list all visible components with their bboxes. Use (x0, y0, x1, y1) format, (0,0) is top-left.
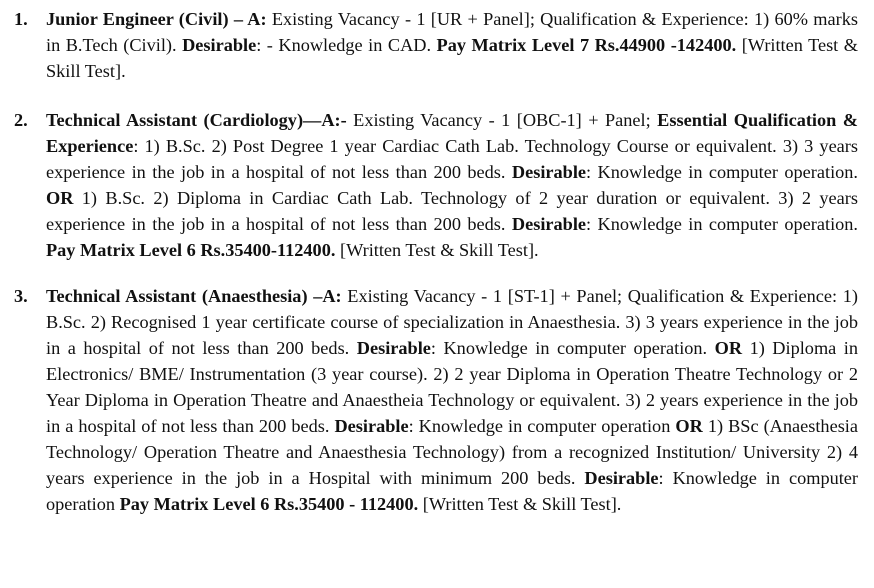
or-label: OR (675, 416, 703, 436)
essential-qualification-label: Essential Qualification & Experience (46, 110, 858, 156)
pay-matrix: Pay Matrix Level 6 Rs.35400-112400. (46, 240, 336, 260)
pay-matrix: Pay Matrix Level 6 Rs.35400 - 112400. (119, 494, 419, 514)
pay-matrix: Pay Matrix Level 7 Rs.44900 -142400. (436, 35, 737, 55)
text-run: : Knowledge in computer operation (408, 416, 676, 436)
text-run: 1) BSc (Anaesthesia Technology/ Operation Theatre and Anaesthesia Technology) from a recognized Institution/ University 2) 4 years experience in the job in a Hospital with minimum 200 beds. (46, 416, 858, 488)
or-label: OR (714, 338, 743, 358)
item-text (46, 6, 858, 84)
vacancy-item-junior-engineer (14, 6, 858, 84)
desirable-label: Desirable (511, 162, 587, 182)
post-title: Technical Assistant (Anaesthesia) –A: (46, 286, 342, 306)
item-number: 1. (14, 9, 28, 29)
item-number: 3. (14, 286, 28, 306)
text-run: Existing Vacancy - 1 [ST-1] + Panel; Qualification & Experience: 1) B.Sc. 2) Recognised 1 year certificate course of specialization in Anaesthesia. 3) 3 years experience in the job in a hospital of not less than 200 beds. (46, 286, 858, 358)
item-text (46, 107, 858, 263)
post-title: Technical Assistant (Cardiology)—A:- (46, 110, 347, 130)
vacancy-item-technical-assistant-anaesthesia (14, 283, 858, 517)
text-run: : Knowledge in computer operation. (430, 338, 715, 358)
text-run: : Knowledge in computer operation (46, 468, 859, 514)
desirable-label: Desirable (356, 338, 431, 358)
text-run: [Written Test & Skill Test]. (335, 240, 539, 260)
text-run: : Knowledge in computer operation. (586, 214, 858, 234)
text-run: [Written Test & Skill Test]. (418, 494, 622, 514)
desirable-label: Desirable (584, 468, 659, 488)
text-run: : - Knowledge in CAD. (256, 35, 437, 55)
text-run: 1) B.Sc. 2) Diploma in Cardiac Cath Lab. Technology of 2 year duration or equivalent. 3) 2 years experience in the job in a hospital of not less than 200 beds. (46, 188, 858, 234)
desirable-label: Desirable (182, 35, 257, 55)
desirable-label: Desirable (511, 214, 587, 234)
text-run: Existing Vacancy - 1 [UR + Panel]; Qualification & Experience: 1) 60% marks in B.Tech (Civil). (46, 9, 858, 55)
item-text (46, 283, 858, 517)
desirable-label: Desirable (334, 416, 409, 436)
post-title: Junior Engineer (Civil) – A: (46, 9, 267, 29)
text-run: : 1) B.Sc. 2) Post Degree 1 year Cardiac Cath Lab. Technology Course or equivalent. 3) 3 years experience in the job in a hospital of not less than 200 beds. (46, 136, 858, 182)
text-run: 1) Diploma in Electronics/ BME/ Instrumentation (3 year course). 2) 2 year Diploma in Operation Theatre Technology or 2 Year Diploma in Operation Theatre and Anaestheia Technology or equivalent. 3) 2 years experience in the job in a hospital of not less than 200 beds. (46, 338, 859, 436)
item-number: 2. (14, 110, 28, 130)
text-run: [Written Test & Skill Test]. (46, 35, 858, 81)
or-label: OR (46, 188, 74, 208)
text-run: : Knowledge in computer operation. (586, 162, 858, 182)
text-run: Existing Vacancy - 1 [OBC-1] + Panel; (346, 110, 658, 130)
vacancy-item-technical-assistant-cardiology (14, 107, 858, 263)
